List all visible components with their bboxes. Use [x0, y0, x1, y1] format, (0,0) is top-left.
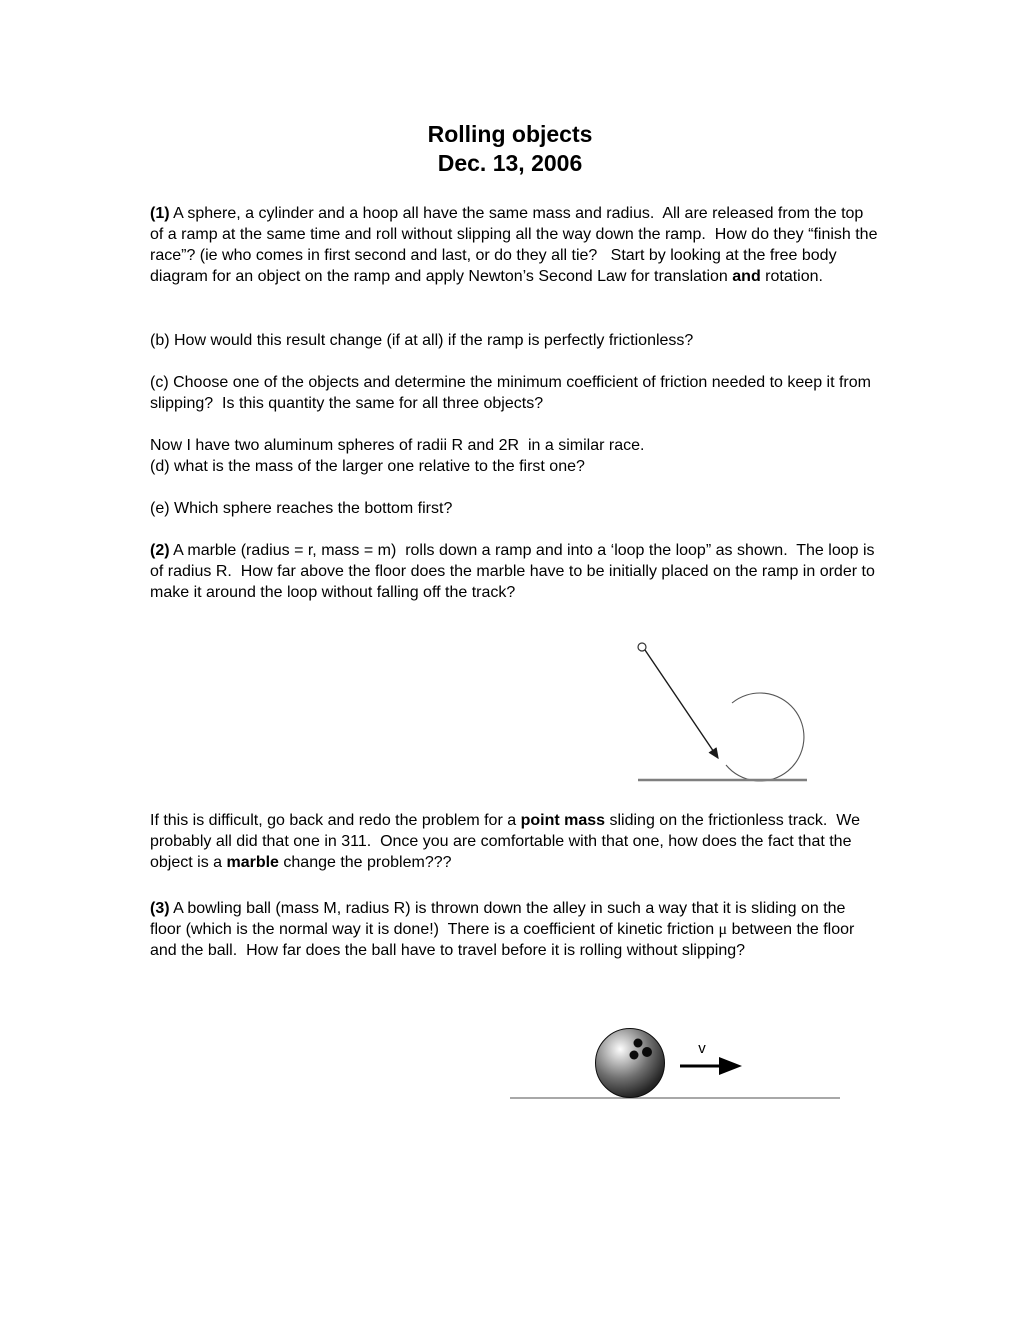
bowling-ball-icon — [596, 1029, 665, 1098]
velocity-arrow-icon — [680, 1057, 742, 1075]
marble-icon — [638, 643, 646, 651]
paragraph-problem-1: (1) A sphere, a cylinder and a hoop all have the same mass and radius. All are released from the top of a ramp at the same time and roll without slipping all the way down the ramp. How do they “finish the race”? (ie who comes in first second and last, or do they all tie? Start by looking at the free body diagram for an object on the ramp and apply Newton’s Second Law for translation and rotation. — [150, 205, 882, 285]
bowling-ball-figure — [495, 1013, 855, 1108]
velocity-label: v — [698, 1040, 706, 1057]
page-title — [0, 120, 1020, 178]
paragraph-part-e: (e) Which sphere reaches the bottom first? — [150, 500, 453, 517]
paragraph-problem-3: (3) A bowling ball (mass M, radius R) is thrown down the alley in such a way that it is sliding on the floor (which is the normal way it is done!) There is a coefficient of kinetic friction μ between the floor and the ball. How far does the ball have to travel before it is rolling without slipping? — [150, 900, 859, 959]
paragraph-part-d: (d) what is the mass of the larger one relative to the first one? — [150, 458, 585, 475]
document-date: Dec. 13, 2006 — [437, 150, 583, 176]
document-title: Rolling objects — [427, 121, 593, 147]
ramp-line — [645, 650, 718, 758]
paragraph-problem-2: (2) A marble (radius = r, mass = m) rolls down a ramp and into a ‘loop the loop” as shown. The loop is of radius R. How far above the floor does the marble have to be initially placed on the ramp in order to make it around the loop without falling off the track? — [150, 542, 880, 601]
loop-circle — [726, 693, 804, 781]
paragraph-part-b: (b) How would this result change (if at all) if the ramp is perfectly frictionless? — [150, 332, 694, 349]
loop-the-loop-figure — [595, 633, 825, 793]
paragraph-hint: If this is difficult, go back and redo the problem for a point mass sliding on the frictionless track. We probably all did that one in 311. Once you are comfortable with that one, how does the fact that the object is a marble change the problem??? — [150, 812, 865, 871]
paragraph-part-c: (c) Choose one of the objects and determine the minimum coefficient of friction needed to keep it from slipping? Is this quantity the same for all three objects? — [150, 374, 876, 412]
paragraph-two-spheres: Now I have two aluminum spheres of radii R and 2R in a similar race. — [150, 437, 645, 454]
